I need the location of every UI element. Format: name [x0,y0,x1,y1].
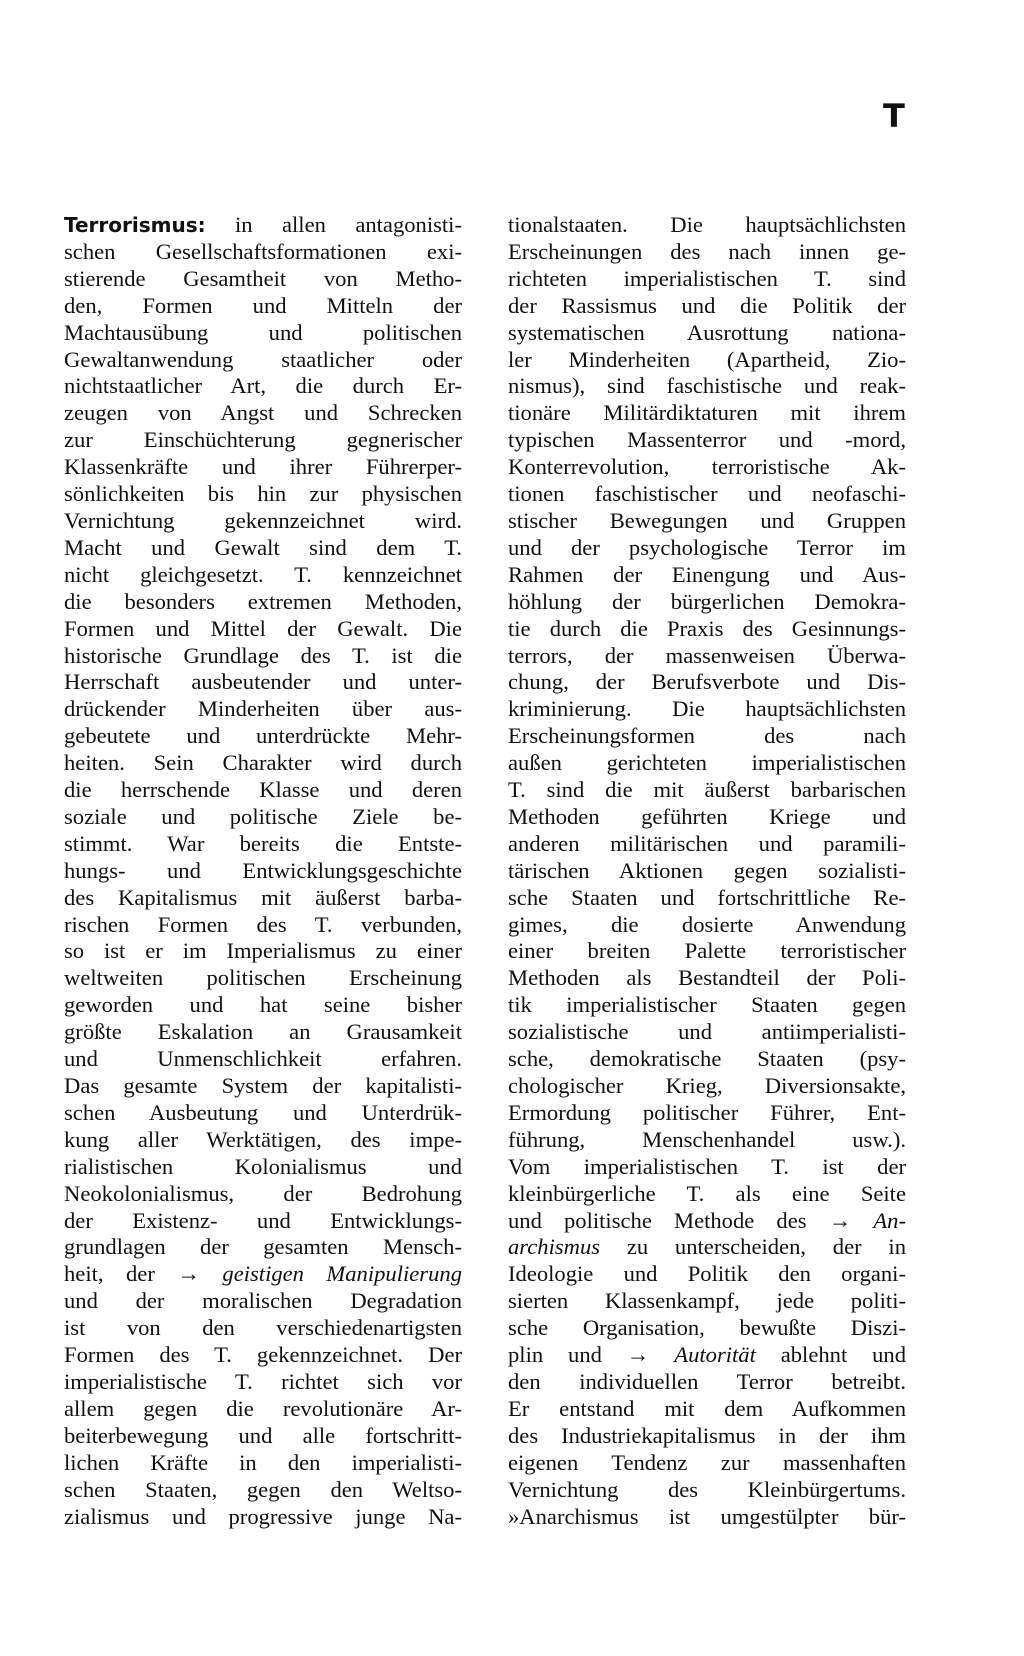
text-line: schen Gesellschaftsformationen exi- [64,238,462,264]
cross-reference-autoritaet[interactable]: Autorität [674,1342,756,1368]
text-line: und Unmenschlichkeit erfahren. [64,1046,462,1072]
text-line: ler Minderheiten (Apartheid, Zio- [508,346,906,372]
text-line: höhlung der bürgerlichen Demokra- [508,588,906,614]
text-line: sierten Klassenkampf, jede politi- [508,1288,906,1314]
text-line: tionalstaaten. Die hauptsächlichsten [508,212,906,237]
cross-reference-anarchismus[interactable]: archismus [508,1234,601,1260]
text-line: schen Ausbeutung und Unterdrük- [64,1099,462,1125]
text-line: Vom imperialistischen T. ist der [508,1153,906,1179]
text-line: beiterbewegung und alle fortschritt- [64,1422,462,1448]
text-line: sozialistische und antiimperialisti- [508,1019,906,1045]
text-line: Er entstand mit dem Aufkommen [508,1395,906,1421]
text-line: Neokolonialismus, der Bedrohung [64,1180,462,1206]
text-line: nichtstaatlicher Art, die durch Er- [64,373,462,399]
text-line: systematischen Ausrottung nationa- [508,319,906,345]
text-line: kung aller Werktätigen, des impe- [64,1126,462,1152]
text-line: grundlagen der gesamten Mensch- [64,1234,462,1260]
text-line: stischer Bewegungen und Gruppen [508,507,906,533]
text-line: tik imperialistischer Staaten gegen [508,992,906,1018]
text-line: Rahmen der Einengung und Aus- [508,561,906,587]
text-line: richteten imperialistischen T. sind [508,265,906,291]
cross-reference-anarchismus[interactable]: An- [873,1207,906,1233]
text-line: die herrschende Klasse und deren [64,777,462,803]
text-line: Vernichtung gekennzeichnet wird. [64,507,462,533]
text-line: so ist er im Imperialismus zu einer [64,938,462,964]
right-column [508,212,906,1530]
text-line: T. sind die mit äußerst barbarischen [508,777,906,803]
text-line: einer breiten Palette terroristischer [508,938,906,964]
text-line: tionäre Militärdiktaturen mit ihrem [508,400,906,426]
text-line: Das gesamte System der kapitalisti- [64,1073,462,1098]
text-line: tie durch die Praxis des Gesinnungs- [508,615,906,641]
text-line: soziale und politische Ziele be- [64,803,462,829]
text-fragment: ablehnt und [755,1342,906,1368]
text-line [508,1234,906,1261]
cross-reference-manipulierung[interactable]: geistigen Manipulierung [222,1261,462,1287]
text-line: anderen militärischen und paramili- [508,830,906,856]
text-line: »Anarchismus ist umgestülpter bür- [508,1503,906,1529]
text-line: des Industriekapitalismus in der ihm [508,1422,906,1448]
text-fragment: in allen antagonisti- [205,212,462,237]
text-line: Methoden geführten Kriege und [508,803,906,829]
text-line: sönlichkeiten bis hin zur physischen [64,481,462,507]
text-line: zur Einschüchterung gegnerischer [64,427,462,453]
text-line: Klassenkräfte und ihrer Führerper- [64,454,462,480]
text-line: tionen faschistischer und neofaschi- [508,481,906,507]
text-line: zeugen von Angst und Schrecken [64,400,462,426]
text-line: Formen des T. gekennzeichnet. Der [64,1342,462,1368]
text-line: stierende Gesamtheit von Metho- [64,265,462,291]
text-line: Erscheinungen des nach innen ge- [508,238,906,264]
text-line: der Rassismus und die Politik der [508,292,906,318]
text-line: imperialistische T. richtet sich vor [64,1368,462,1394]
text-line: schen Staaten, gegen den Weltso- [64,1476,462,1502]
text-line: gebeutete und unterdrückte Mehr- [64,723,462,749]
text-line: und der moralischen Degradation [64,1288,462,1314]
text-line [508,1342,906,1369]
text-line: Formen und Mittel der Gewalt. Die [64,615,462,641]
text-line: Methoden als Bestandteil der Poli- [508,965,906,991]
text-line: stimmt. War bereits die Entste- [64,830,462,856]
text-line: typischen Massenterror und -mord, [508,427,906,453]
text-line: sche, demokratische Staaten (psy- [508,1046,906,1072]
text-line: terrors, der massenweisen Überwa- [508,642,906,668]
text-line: sche Staaten und fortschrittliche Re- [508,884,906,910]
text-line: Ermordung politischer Führer, Ent- [508,1099,906,1125]
text-line: weltweiten politischen Erscheinung [64,965,462,991]
text-line: der Existenz- und Entwicklungs- [64,1207,462,1233]
text-line: hungs- und Entwicklungsgeschichte [64,857,462,883]
text-line: kriminierung. Die hauptsächlichsten [508,696,906,722]
text-line: chung, der Berufsverbote und Dis- [508,669,906,695]
text-line: und der psychologische Terror im [508,534,906,560]
text-line: nicht gleichgesetzt. T. kennzeichnet [64,561,462,587]
text-line: heiten. Sein Charakter wird durch [64,750,462,776]
text-line: allem gegen die revolutionäre Ar- [64,1395,462,1421]
text-line: kleinbürgerliche T. als eine Seite [508,1180,906,1206]
text-line: des Kapitalismus mit äußerst barba- [64,884,462,910]
text-line: rialistischen Kolonialismus und [64,1153,462,1179]
text-line: geworden und hat seine bisher [64,992,462,1018]
text-line: außen gerichteten imperialistischen [508,750,906,776]
text-fragment: heit, der → [64,1261,223,1287]
text-line: Machtausübung und politischen [64,319,462,345]
text-line: gimes, die dosierte Anwendung [508,911,906,937]
text-line: führung, Menschenhandel usw.). [508,1126,906,1152]
text-line: Erscheinungsformen des nach [508,723,906,749]
text-line: chologischer Krieg, Diversionsakte, [508,1073,906,1098]
text-fragment: und politische Methode des → [508,1207,874,1233]
text-line: nismus), sind faschistische und reak- [508,373,906,399]
text-line: Herrschaft ausbeutender und unter- [64,669,462,695]
text-line: historische Grundlage des T. ist die [64,642,462,668]
text-line: rischen Formen des T. verbunden, [64,911,462,937]
text-line: Vernichtung des Kleinbürgertums. [508,1476,906,1502]
text-line: Macht und Gewalt sind dem T. [64,534,462,560]
text-line: die besonders extremen Methoden, [64,588,462,614]
text-line: Ideologie und Politik den organi- [508,1261,906,1287]
text-line: zialismus und progressive junge Na- [64,1503,462,1529]
section-letter: T [883,97,905,135]
text-line [64,1261,462,1288]
text-fragment: plin und → [508,1342,675,1368]
text-line: den, Formen und Mitteln der [64,292,462,318]
text-line: eigenen Tendenz zur massenhaften [508,1449,906,1475]
text-line: drückender Minderheiten über aus- [64,696,462,722]
headword: Terrorismus: [64,213,206,237]
text-line [508,1208,906,1235]
text-line [64,212,462,239]
text-line: sche Organisation, bewußte Diszi- [508,1315,906,1341]
text-line: lichen Kräfte in den imperialisti- [64,1449,462,1475]
text-line: größte Eskalation an Grausamkeit [64,1019,462,1045]
text-line: Gewaltanwendung staatlicher oder [64,346,462,372]
text-line: ist von den verschiedenartigsten [64,1315,462,1341]
text-line: tärischen Aktionen gegen sozialisti- [508,857,906,883]
text-line: Konterrevolution, terroristische Ak- [508,454,906,480]
text-fragment: zu unterscheiden, der in [626,1234,906,1260]
text-line: den individuellen Terror betreibt. [508,1368,906,1394]
left-column [64,212,462,1530]
